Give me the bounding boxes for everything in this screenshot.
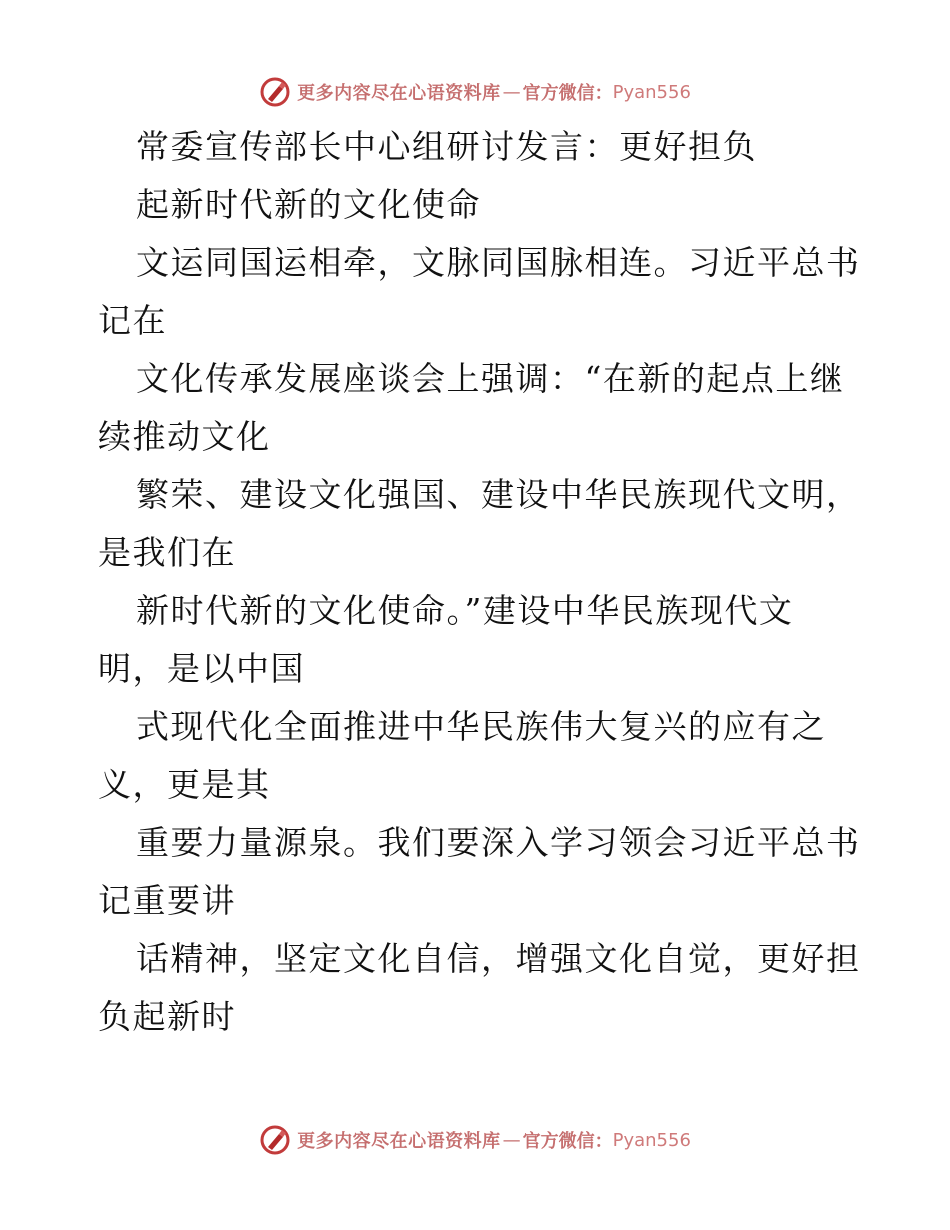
pen-circle-logo-icon bbox=[259, 76, 291, 108]
watermark-dash: — bbox=[502, 1129, 521, 1151]
paragraph-line bbox=[98, 466, 861, 582]
paragraph-line bbox=[98, 814, 861, 930]
paragraph-line bbox=[98, 176, 858, 234]
watermark-label: 官方微信： bbox=[522, 83, 613, 104]
watermark-site-text: 更多内容尽在心语资料库 bbox=[297, 1131, 501, 1152]
header-watermark bbox=[0, 72, 950, 112]
document-body bbox=[98, 118, 861, 1046]
watermark-wechat-id: Pyan556 bbox=[612, 1129, 691, 1151]
line-text: 重要力量源泉。我们要深入学习领会习近平总书 bbox=[136, 823, 861, 862]
watermark-label: 官方微信： bbox=[522, 1131, 613, 1152]
line-text: 文运同国运相牵，文脉同国脉相连。习近平总书 bbox=[136, 243, 861, 282]
line-text: 常委宣传部长中心组研讨发言：更好担负 bbox=[136, 127, 757, 166]
line-continuation: 负起新时 bbox=[98, 997, 236, 1036]
paragraph-line bbox=[98, 234, 861, 350]
watermark-wechat-id: Pyan556 bbox=[612, 81, 691, 103]
line-continuation: 明，是以中国 bbox=[98, 649, 305, 688]
paragraph-line bbox=[98, 698, 858, 814]
line-text: 话精神，坚定文化自信，增强文化自觉，更好担 bbox=[136, 939, 861, 978]
watermark-site-text: 更多内容尽在心语资料库 bbox=[297, 83, 501, 104]
line-continuation: 是我们在 bbox=[98, 533, 236, 572]
line-continuation: 记在 bbox=[98, 301, 167, 340]
paragraph-line bbox=[98, 350, 858, 466]
line-text: 式现代化全面推进中华民族伟大复兴的应有之 bbox=[136, 707, 826, 746]
line-text: 起新时代新的文化使命 bbox=[136, 185, 481, 224]
paragraph-line bbox=[98, 582, 858, 698]
watermark-dash: — bbox=[502, 81, 521, 103]
pen-circle-logo-icon bbox=[259, 1124, 291, 1156]
paragraph-line bbox=[98, 118, 858, 176]
line-continuation: 义，更是其 bbox=[98, 765, 271, 804]
line-text: 文化传承发展座谈会上强调：“在新的起点上继 bbox=[136, 359, 845, 398]
paragraph-line bbox=[98, 930, 861, 1046]
line-continuation: 续推动文化 bbox=[98, 417, 271, 456]
line-text: 新时代新的文化使命。”建设中华民族现代文 bbox=[136, 591, 794, 630]
line-continuation: 记重要讲 bbox=[98, 881, 236, 920]
footer-watermark bbox=[0, 1120, 950, 1160]
line-text: 繁荣、建设文化强国、建设中华民族现代文明， bbox=[136, 475, 861, 514]
